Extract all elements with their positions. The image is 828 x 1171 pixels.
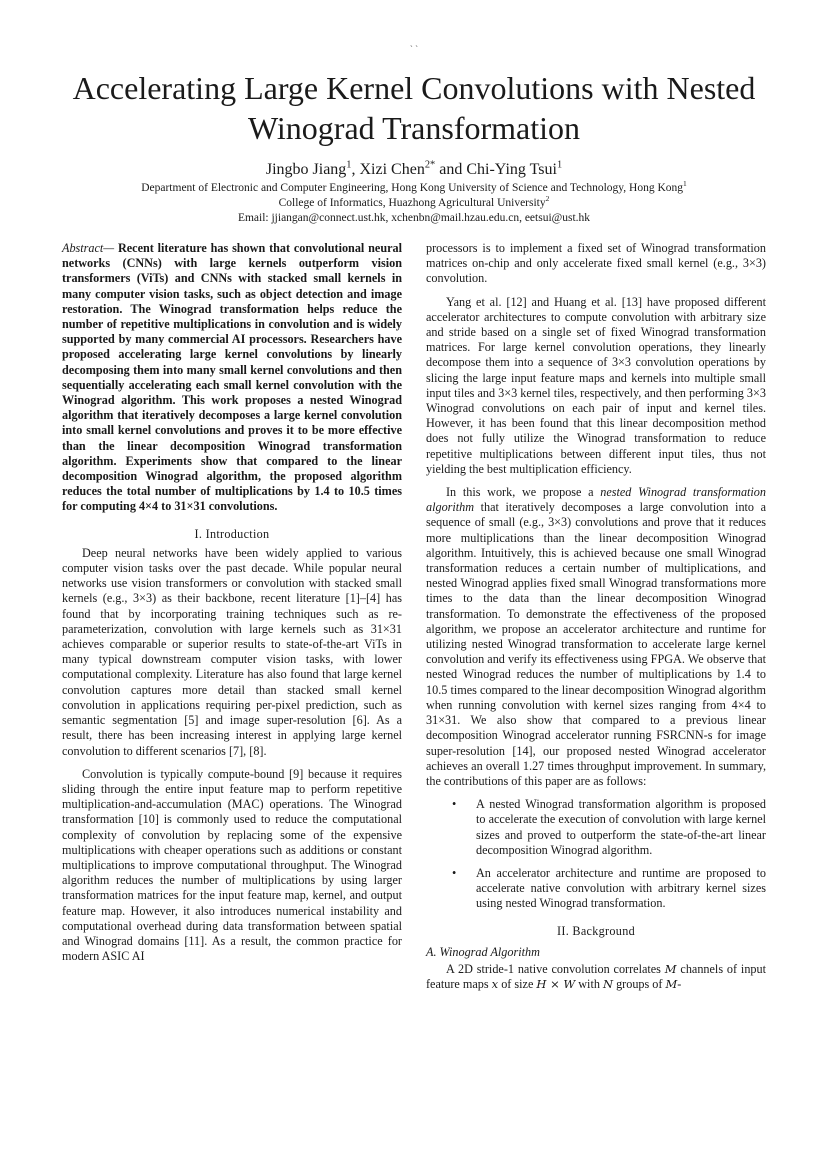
text-run: channels of input feature maps — [426, 961, 766, 992]
emphasized-term: nested Winograd transformation algorithm — [426, 485, 766, 515]
body-paragraph — [426, 962, 766, 992]
body-paragraph: Convolution is typically compute-bound [9] because it requires sliding through the entire input feature map to perform repetitive multiplication-and-accumulation (MAC) operations. The Winograd transformation [10] is commonly used to reduce the computational complexity of convolution by replacing some of the expensive multiplications with cheaper operations such as additions or constant multiplications to improve computational throughput. The Winograd algorithm reduces the number of multiplications by using larger transformation matrices for the input feature map, kernel, and output feature map. However, it also introduces numerical instability and computational overhead during data transformation between spatial and Winograd domains [11]. As a result, the common practice for modern ASIC AI — [62, 766, 402, 964]
body-paragraph: Deep neural networks have been widely applied to various computer vision tasks over the past decade. While popular neural networks use vision transformers or convolution with stacked small kernels (e.g., 3×3) as their backbone, recent literature [1]–[4] has found that by incorporating training techniques such as re-parameterization, convolution with large kernels such as 31×31 achieves comparable or superior results to state-of-the-art ViTs in many typical downstream computer vision tasks, with lower computational complexity. Literature has also found that large kernel convolution captures more detail than stacked small kernel convolution in applications requiring per-pixel prediction, such as semantic segmentation [5] and image super-resolution [6]. As a result, there has been increasing interest in applying large kernel convolution to different scenarios [7], [8]. — [62, 545, 402, 758]
author-name: Xizi Chen — [359, 161, 425, 178]
text-run: that iteratively decomposes a large convolution into a sequence of small (e.g., 3×3) convolutions and prove that it reduces more multiplications than the linear decomposition Winograd algorithm. Intuitively, this is achieved because one small Winograd transformation reduces a certain number of multiplications, and nested Winograd applies fixed small Winograd transformations more times to the data than the linear decomposition Winograd transformation. To demonstrate the effectiveness of the proposed algorithm, we propose an accelerator architecture and runtime for utilizing nested Winograd transformation to accelerate large kernel convolution and verify its effectiveness using FPGA. We observe that nested Winograd reduces the number of multiplications by 1.4 to 10.5 times compared to the linear decomposition Winograd algorithm when running convolution with kernel sizes ranging from 4×4 to 31×31. We also show that compared to a previous linear decomposition Winograd accelerator running FSRCNN-s for image super-resolution [14], our proposed nested Winograd accelerator achieves an overall 1.27 times throughput improvement. In summary, the contributions of this paper are as follows: — [426, 500, 766, 788]
text-run: A 2D stride-1 native convolution correlates — [446, 961, 665, 976]
text-run: of size — [498, 977, 537, 992]
bullet-icon: • — [452, 865, 457, 880]
affiliations — [0, 181, 828, 226]
body-paragraph: Yang et al. [12] and Huang et al. [13] have proposed different accelerator architectures to compute convolution with arbitrary size and stride based on a single set of fixed Winograd transformation matrices. For large kernel convolution operations, they linearly decompose them into a sequence of 3×3 convolution operations by slicing the large input feature maps and kernels into multiple small input tiles and 3×3 kernel tiles, respectively, and then performing 3×3 Winograd convolutions on each pair of input and kernel tiles. However, it has been found that this linear decomposition method does not fully utilize the Winograd transformation to reduce repetitive multiplications between different input tiles, thus not yielding the best multiplication efficiency. — [426, 294, 766, 476]
affiliation-line — [0, 181, 828, 196]
page-top-mark: ` ` — [409, 44, 419, 54]
section-heading-introduction: I. Introduction — [194, 526, 270, 541]
affiliation-line — [0, 196, 828, 211]
bullet-icon: • — [452, 797, 457, 812]
math-symbol: H × W — [536, 977, 576, 992]
author-affiliation-marker: 1 — [556, 159, 563, 171]
left-column — [62, 241, 402, 964]
paper-title: Accelerating Large Kernel Convolutions with Nested Winograd Transformation — [72, 70, 756, 146]
math-symbol: x — [491, 977, 499, 992]
text-run: In this work, we propose a — [446, 485, 601, 500]
math-symbol: N — [602, 977, 614, 992]
author-name: Jingbo Jiang — [265, 161, 347, 178]
section-heading-background: II. Background — [557, 923, 635, 938]
abstract-text: Recent literature has shown that convolutional neural networks (CNNs) with large kernels outperform vision transformers (ViTs) and CNNs with stacked small kernels in many computer vision tasks, such as object detection and image restoration. The Winograd transformation helps reduce the number of repetitive multiplications in convolution and is widely supported by many commercial AI processors. Researchers have proposed accelerating large kernel convolutions by linearly decomposing them into many small kernel convolutions and then sequentially accelerating each small kernel convolution with the Winograd algorithm. This work proposes a nested Winograd algorithm that iteratively decomposes a large kernel convolution into small kernel convolutions and proves it to be more effective than the linear decomposition Winograd transformation algorithm. Experiments show that compared to the linear decomposition Winograd algorithm, the proposed algorithm reduces the total number of multiplications by 1.4 to 10.5 times for computing 4×4 to 31×31 convolutions. — [62, 241, 402, 514]
affiliation-marker: 2 — [545, 194, 550, 204]
right-column — [426, 241, 766, 992]
abstract-label: Abstract— — [62, 241, 115, 255]
author-line — [0, 160, 828, 180]
body-paragraph: processors is to implement a fixed set of Winograd transformation matrices on-chip and only accelerate fixed small kernel (e.g., 3×3) convolution. — [426, 241, 766, 286]
affiliation-text: Department of Electronic and Computer Engineering, Hong Kong University of Science and Technology, Hong Kong — [141, 182, 684, 194]
math-symbol: M — [665, 977, 678, 992]
author-affiliation-marker: 2* — [424, 159, 436, 171]
list-item-text: An accelerator architecture and runtime are proposed to accelerate native convolution with arbitrary kernel sizes using nested Winograd transformation. — [476, 865, 766, 911]
author-affiliation-marker: 1 — [346, 159, 352, 171]
contribution-list — [426, 797, 766, 911]
author-separator: , — [351, 161, 360, 178]
text-run: with — [575, 977, 603, 992]
affiliation-text: College of Informatics, Huazhong Agricultural University — [278, 197, 546, 209]
math-symbol: M — [664, 961, 677, 976]
author-separator: and — [435, 161, 467, 178]
abstract — [62, 241, 402, 515]
author-name: Chi-Ying Tsui — [466, 161, 557, 178]
list-item — [426, 866, 766, 912]
body-paragraph — [426, 485, 766, 789]
list-item — [426, 797, 766, 858]
text-run: groups of — [613, 977, 666, 992]
subsection-heading: A. Winograd Algorithm — [426, 944, 540, 959]
list-item-text: A nested Winograd transformation algorithm is proposed to accelerate the execution of convolution with large kernel sizes and proved to outperform the state-of-the-art linear decomposition Winograd algorithm. — [476, 797, 766, 857]
text-run: - — [677, 977, 682, 992]
email-line: Email: jjiangan@connect.ust.hk, xchenbn@mail.hzau.edu.cn, eetsui@ust.hk — [237, 212, 591, 224]
affiliation-marker: 1 — [683, 179, 687, 189]
